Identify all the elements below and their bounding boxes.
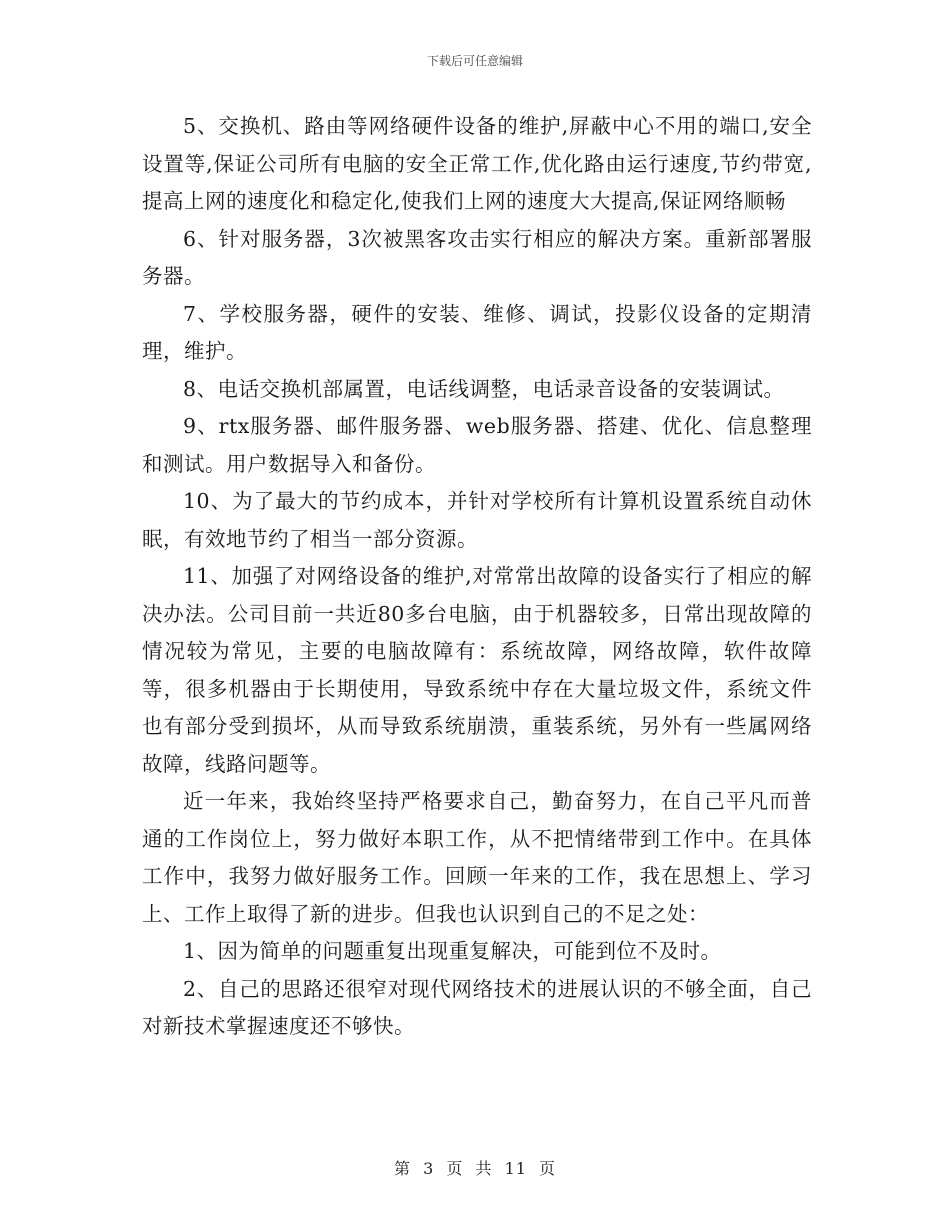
footer-page-number: 3 — [423, 1159, 435, 1178]
footer-total-pages: 11 — [504, 1159, 527, 1178]
paragraph-item-7: 7、学校服务器，硬件的安装、维修、调试，投影仪设备的定期清理，维护。 — [142, 301, 812, 363]
paragraph-shortcoming-2: 2、自己的思路还很窄对现代网络技术的进展认识的不够全面，自己对新技术掌握速度还不够快。 — [142, 976, 812, 1038]
footer-page-word: 页 — [446, 1159, 464, 1178]
page-header: 下载后可任意编辑 — [426, 54, 523, 68]
paragraph-item-5: 5、交换机、路由等网络硬件设备的维护,屏蔽中心不用的端口,安全设置等,保证公司所有电脑的安全正常工作,优化路由运行速度,节约带宽,提高上网的速度化和稳定化,使我们上网的速度大大提高,保证网络顺畅 — [142, 114, 812, 213]
footer-total-word: 页 — [539, 1159, 557, 1178]
paragraph-item-8: 8、电话交换机部属置，电话线调整，电话录音设备的安装调试。 — [183, 376, 785, 401]
document-body — [142, 108, 812, 1046]
paragraph-item-10: 10、为了最大的节约成本，并针对学校所有计算机设置系统自动休眠，有效地节约了相当一部分资源。 — [142, 489, 812, 551]
footer-total-prefix: 共 — [475, 1159, 493, 1178]
paragraph-shortcoming-1: 1、因为简单的问题重复出现重复解决，可能到位不及时。 — [183, 939, 722, 963]
paragraph-item-9: 9、rtx服务器、邮件服务器、web服务器、搭建、优化、信息整理和测试。用户数据导入和备份。 — [142, 414, 812, 476]
footer-prefix: 第 — [393, 1159, 411, 1178]
paragraph-summary: 近一年来，我始终坚持严格要求自己，勤奋努力，在自己平凡而普通的工作岗位上，努力做好本职工作，从不把情绪带到工作中。在具体工作中，我努力做好服务工作。回顾一年来的工作，我在思想上、学习上、工作上取得了新的进步。但我也认识到自己的不足之处： — [142, 789, 812, 926]
page-footer — [0, 1156, 950, 1179]
paragraph-item-11: 11、加强了对网络设备的维护,对常常出故障的设备实行了相应的解决办法。公司目前一共近80多台电脑，由于机器较多，日常出现故障的情况较为常见，主要的电脑故障有：系统故障，网络故障，软件故障等，很多机器由于长期使用，导致系统中存在大量垃圾文件，系统文件也有部分受到损坏，从而导致系统崩溃，重装系统，另外有一些属网络故障，线路问题等。 — [142, 564, 812, 776]
paragraph-item-6: 6、针对服务器，3次被黑客攻击实行相应的解决方案。重新部署服务器。 — [142, 226, 812, 288]
